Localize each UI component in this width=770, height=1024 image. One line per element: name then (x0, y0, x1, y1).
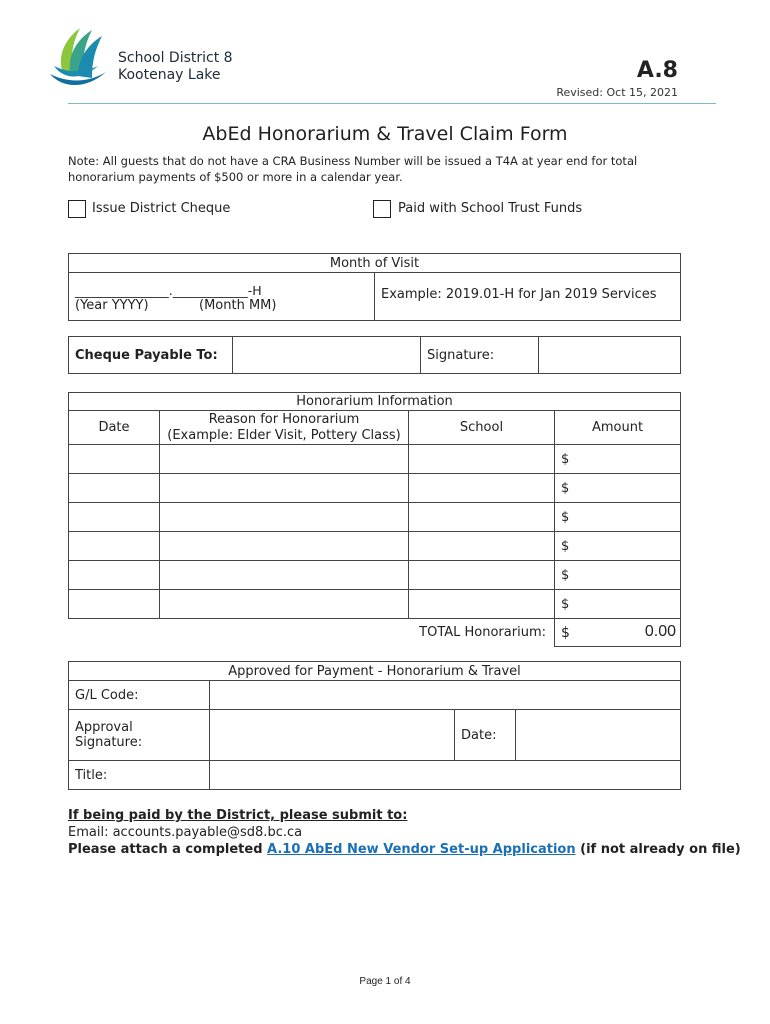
date-cell[interactable] (69, 590, 160, 619)
school-cell[interactable] (409, 474, 555, 503)
date-cell[interactable] (69, 561, 160, 590)
currency-symbol: $ (561, 596, 570, 612)
reason-cell[interactable] (160, 561, 409, 590)
form-title: AbEd Honorarium & Travel Claim Form (202, 123, 568, 145)
reason-cell[interactable] (160, 474, 409, 503)
currency-symbol: $ (561, 509, 570, 525)
honorarium-header: Honorarium Information (69, 393, 681, 411)
year-format-label: (Year YYYY) (75, 298, 149, 313)
attach-suffix: (if not already on file) (575, 842, 741, 857)
submit-email: Email: accounts.payable@sd8.bc.ca (68, 825, 303, 840)
total-honorarium-value: 0.00 (644, 623, 677, 640)
amount-cell[interactable] (555, 532, 681, 561)
vendor-setup-link[interactable]: A.10 AbEd New Vendor Set-up Application (267, 842, 576, 857)
col-header-school: School (409, 411, 555, 445)
month-of-visit-pattern: _______________.____________-H (75, 283, 262, 298)
currency-symbol: $ (561, 538, 570, 554)
revised-date: Revised: Oct 15, 2021 (556, 86, 678, 99)
table-row (69, 532, 681, 561)
table-row (69, 561, 681, 590)
amount-cell[interactable] (555, 561, 681, 590)
gl-code-field[interactable] (210, 681, 681, 710)
date-cell[interactable] (69, 503, 160, 532)
signature-field[interactable] (539, 337, 681, 374)
date-cell[interactable] (69, 445, 160, 474)
col-header-amount: Amount (555, 411, 681, 445)
approval-title-label: Title: (69, 761, 210, 790)
school-cell[interactable] (409, 445, 555, 474)
amount-cell[interactable] (555, 474, 681, 503)
school-trust-checkbox[interactable] (373, 200, 391, 218)
reason-cell[interactable] (160, 532, 409, 561)
header-divider (68, 103, 716, 104)
approval-title-field[interactable] (210, 761, 681, 790)
document-code: A.8 (636, 58, 678, 83)
reason-cell[interactable] (160, 503, 409, 532)
currency-symbol: $ (561, 451, 570, 467)
col-header-date: Date (69, 411, 160, 445)
approval-date-label: Date: (455, 710, 516, 761)
submit-heading: If being paid by the District, please submit to: (68, 808, 408, 823)
month-of-visit-input[interactable] (69, 273, 375, 321)
total-honorarium-field[interactable] (555, 619, 681, 647)
honorarium-table (68, 392, 681, 647)
table-row (69, 445, 681, 474)
month-format-label: (Month MM) (199, 298, 277, 313)
approval-signature-label: Approval Signature: (69, 710, 210, 761)
date-cell[interactable] (69, 532, 160, 561)
table-row (69, 474, 681, 503)
currency-symbol: $ (561, 567, 570, 583)
payee-table (68, 336, 681, 374)
total-honorarium-label: TOTAL Honorarium: (69, 619, 555, 647)
reason-cell[interactable] (160, 590, 409, 619)
month-of-visit-table (68, 253, 681, 321)
page-number: Page 1 of 4 (359, 976, 411, 987)
col-header-reason-title: Reason for Honorarium (208, 411, 360, 427)
district-cheque-label: Issue District Cheque (92, 201, 231, 216)
currency-symbol: $ (561, 480, 570, 496)
approval-table (68, 661, 681, 790)
district-logo (48, 22, 118, 90)
amount-cell[interactable] (555, 503, 681, 532)
amount-cell[interactable] (555, 445, 681, 474)
school-cell[interactable] (409, 561, 555, 590)
month-of-visit-example: Example: 2019.01-H for Jan 2019 Services (375, 273, 681, 321)
t4a-note: Note: All guests that do not have a CRA Business Number will be issued a T4A at year end for total honorarium payments of $500 or more in a calendar year. (68, 154, 638, 184)
month-of-visit-header: Month of Visit (69, 254, 681, 273)
district-name (118, 50, 233, 84)
approval-date-field[interactable] (516, 710, 681, 761)
gl-code-label: G/L Code: (69, 681, 210, 710)
cheque-payable-label: Cheque Payable To: (69, 337, 233, 374)
amount-cell[interactable] (555, 590, 681, 619)
district-name-line1: School District 8 (118, 50, 233, 66)
table-row (69, 503, 681, 532)
col-header-reason-example: (Example: Elder Visit, Pottery Class) (167, 427, 401, 443)
attach-prefix: Please attach a completed (68, 842, 268, 857)
attach-instruction (68, 842, 741, 857)
district-name-line2: Kootenay Lake (118, 67, 221, 83)
cheque-payable-field[interactable] (233, 337, 421, 374)
total-currency-symbol: $ (561, 624, 570, 641)
school-cell[interactable] (409, 532, 555, 561)
school-cell[interactable] (409, 503, 555, 532)
approval-signature-field[interactable] (210, 710, 455, 761)
approval-header: Approved for Payment - Honorarium & Travel (69, 662, 681, 681)
reason-cell[interactable] (160, 445, 409, 474)
school-cell[interactable] (409, 590, 555, 619)
school-trust-label: Paid with School Trust Funds (398, 201, 583, 216)
signature-label: Signature: (421, 337, 539, 374)
date-cell[interactable] (69, 474, 160, 503)
district-cheque-checkbox[interactable] (68, 200, 86, 218)
col-header-reason (160, 411, 409, 445)
table-row (69, 590, 681, 619)
